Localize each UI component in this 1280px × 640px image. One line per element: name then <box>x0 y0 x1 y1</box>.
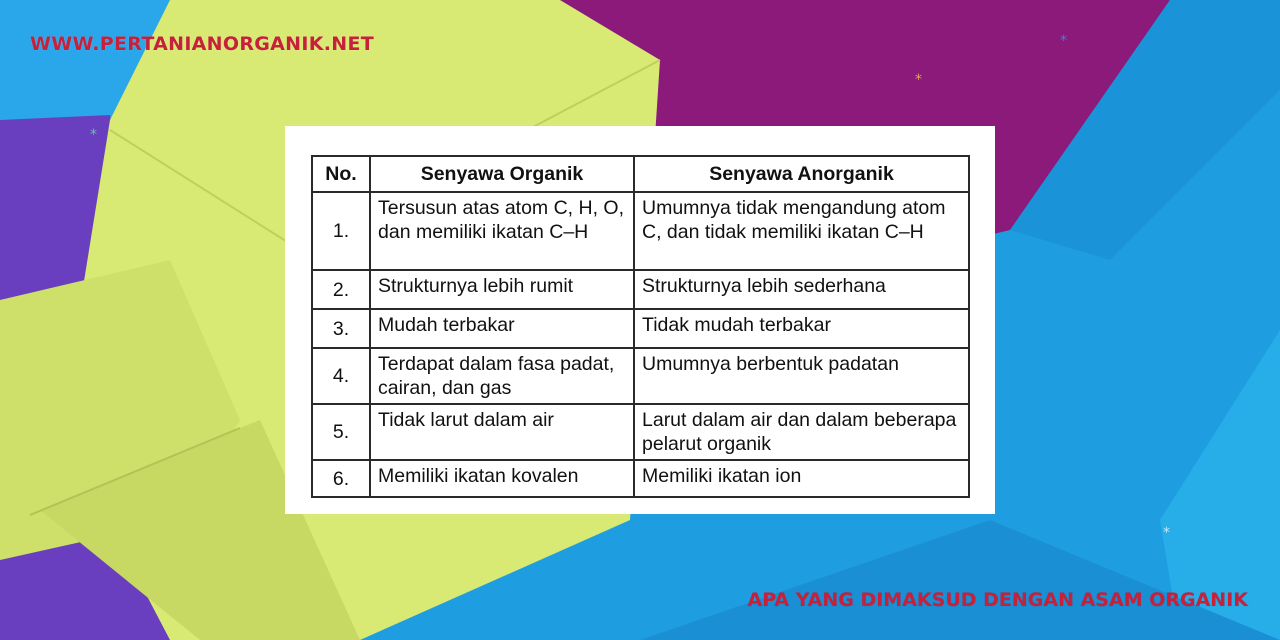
row-number: 2. <box>312 270 370 309</box>
header-organik: Senyawa Organik <box>370 156 634 192</box>
table-header-row <box>312 156 969 192</box>
row-number: 5. <box>312 404 370 460</box>
header-no: No. <box>312 156 370 192</box>
organik-cell: Tidak larut dalam air <box>370 404 634 460</box>
organik-cell: Memiliki ikatan kovalen <box>370 460 634 497</box>
table-row <box>312 348 969 404</box>
table-row <box>312 192 969 270</box>
anorganik-cell: Larut dalam air dan dalam beberapa pelarut organik <box>634 404 969 460</box>
comparison-table <box>311 155 970 498</box>
anorganik-cell: Tidak mudah terbakar <box>634 309 969 348</box>
sparkle-icon: * <box>90 127 97 143</box>
table-row <box>312 460 969 497</box>
header-anorganik: Senyawa Anorganik <box>634 156 969 192</box>
row-number: 6. <box>312 460 370 497</box>
table-row <box>312 404 969 460</box>
sparkle-icon: * <box>1060 33 1067 49</box>
row-number: 1. <box>312 192 370 270</box>
site-watermark: WWW.PERTANIANORGANIK.NET <box>30 33 375 55</box>
anorganik-cell: Strukturnya lebih sederhana <box>634 270 969 309</box>
sparkle-icon: * <box>915 72 922 88</box>
footer-title: APA YANG DIMAKSUD DENGAN ASAM ORGANIK <box>747 589 1248 611</box>
organik-cell: Tersusun atas atom C, H, O, dan memiliki ikatan C–H <box>370 192 634 270</box>
organik-cell: Terdapat dalam fasa padat, cairan, dan gas <box>370 348 634 404</box>
organik-cell: Strukturnya lebih rumit <box>370 270 634 309</box>
comparison-card <box>285 126 995 514</box>
anorganik-cell: Umumnya tidak mengandung atom C, dan tidak memiliki ikatan C–H <box>634 192 969 270</box>
row-number: 4. <box>312 348 370 404</box>
row-number: 3. <box>312 309 370 348</box>
anorganik-cell: Memiliki ikatan ion <box>634 460 969 497</box>
anorganik-cell: Umumnya berbentuk padatan <box>634 348 969 404</box>
table-row <box>312 270 969 309</box>
table-row <box>312 309 969 348</box>
organik-cell: Mudah terbakar <box>370 309 634 348</box>
sparkle-icon: * <box>1163 525 1170 541</box>
